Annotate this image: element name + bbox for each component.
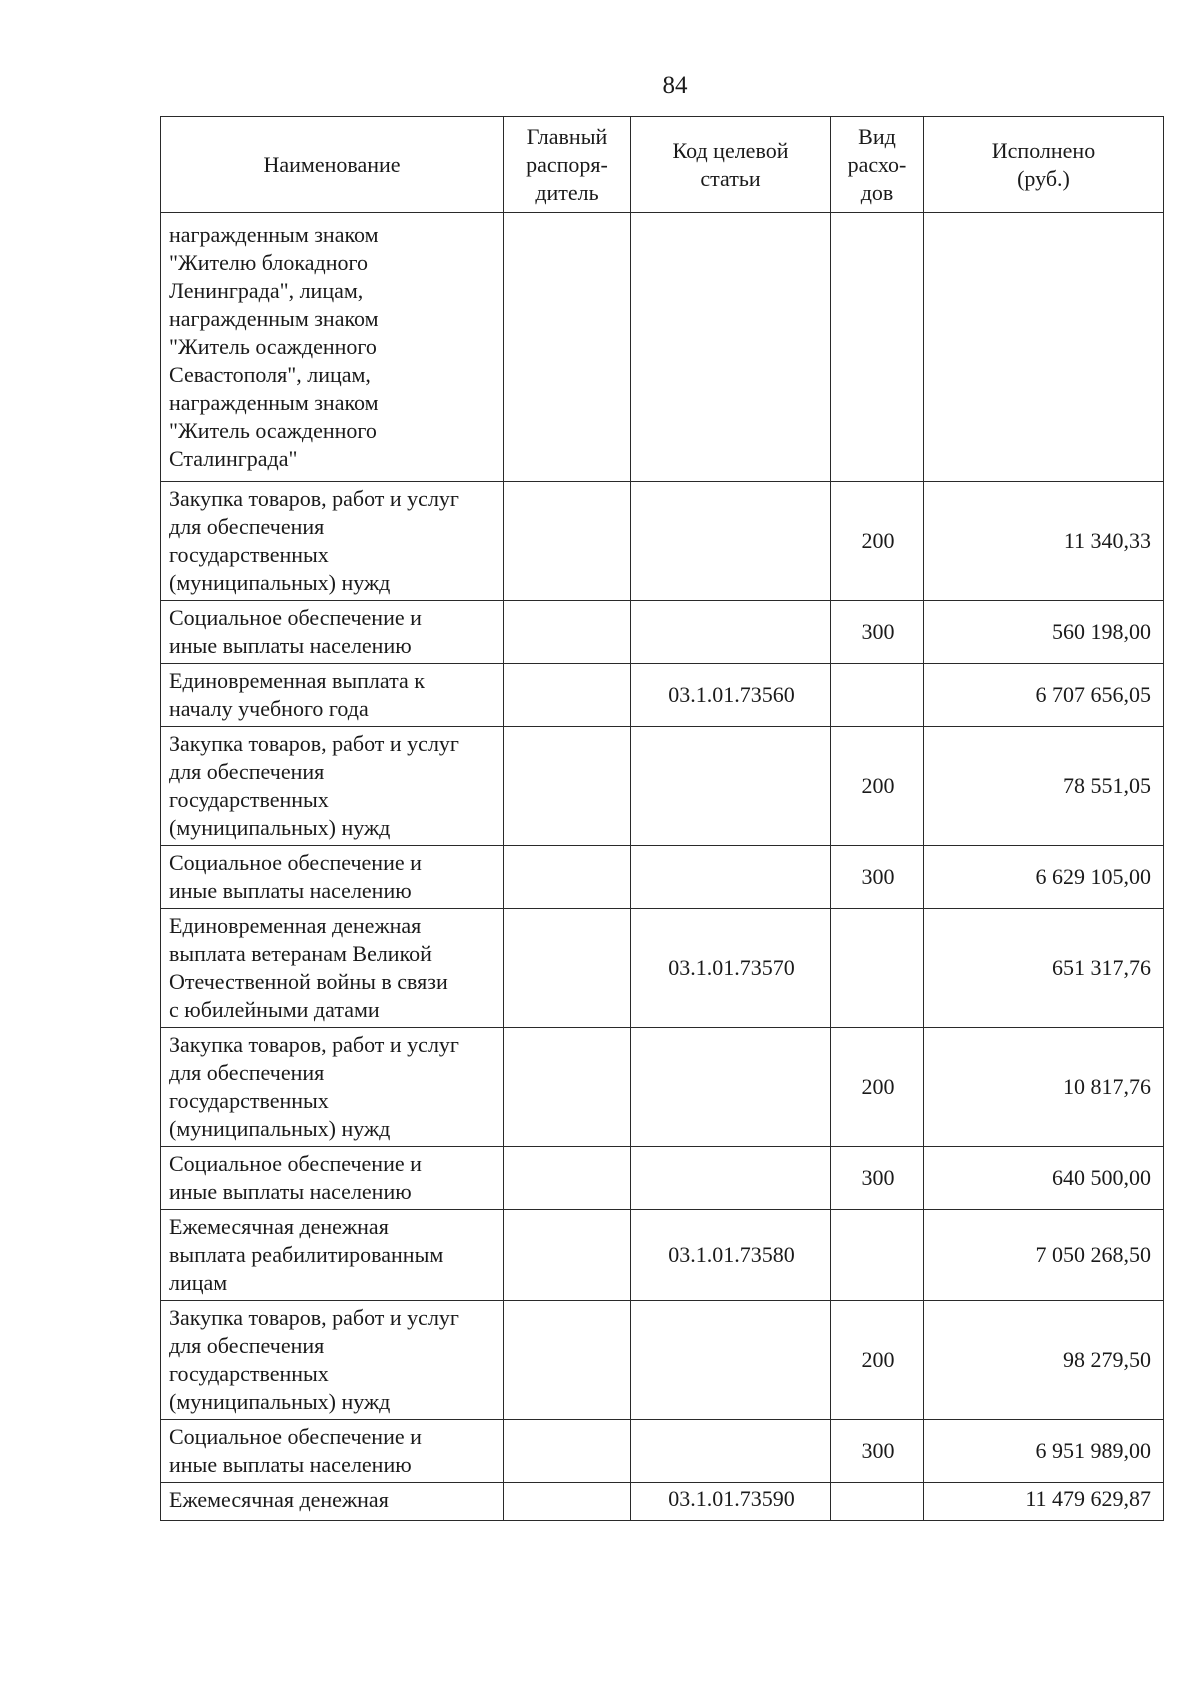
table-row xyxy=(161,213,1164,482)
header-line: Код целевой xyxy=(672,137,789,163)
budget-execution-table xyxy=(160,116,1164,1521)
header-line: дов xyxy=(860,179,894,205)
cell-name-line: награжденным знаком xyxy=(169,306,379,331)
cell-name-line: с юбилейными датами xyxy=(169,997,380,1022)
table-row xyxy=(161,1028,1164,1147)
header-line: дитель xyxy=(535,179,599,205)
cell-main-manager xyxy=(504,1420,631,1483)
cell-name-line: началу учебного года xyxy=(169,696,369,721)
cell-name-line: Ежемесячная денежная xyxy=(169,1214,389,1239)
cell-expense-type xyxy=(831,664,924,727)
cell-name-line: Севастополя", лицам, xyxy=(169,362,371,387)
page-number: 84 xyxy=(662,72,688,99)
table-row xyxy=(161,664,1164,727)
cell-target-code: 03.1.01.73560 xyxy=(631,664,831,727)
header-executed xyxy=(924,117,1164,213)
cell-main-manager xyxy=(504,1028,631,1147)
cell-name-line: (муниципальных) нужд xyxy=(169,815,391,840)
cell-name-line: Ленинграда", лицам, xyxy=(169,278,364,303)
header-line: Исполнено xyxy=(991,137,1096,163)
cell-name xyxy=(161,1028,504,1147)
cell-name-line: выплата реабилитированным xyxy=(169,1242,444,1267)
cell-expense-type: 300 xyxy=(831,1420,924,1483)
cell-executed-amount: 7 050 268,50 xyxy=(924,1210,1164,1301)
cell-executed-amount xyxy=(924,213,1164,482)
cell-name-line: Социальное обеспечение и xyxy=(169,850,422,875)
table-row xyxy=(161,1483,1164,1521)
cell-name-line: иные выплаты населению xyxy=(169,633,412,658)
cell-target-code xyxy=(631,213,831,482)
cell-name xyxy=(161,1483,504,1521)
header-name xyxy=(161,117,504,213)
cell-expense-type: 300 xyxy=(831,601,924,664)
cell-target-code xyxy=(631,1420,831,1483)
header-line: Главный xyxy=(526,123,608,149)
cell-executed-amount: 98 279,50 xyxy=(924,1301,1164,1420)
cell-name-line: "Житель осажденного xyxy=(169,334,377,359)
header-main-manager xyxy=(504,117,631,213)
cell-main-manager xyxy=(504,1301,631,1420)
cell-target-code: 03.1.01.73580 xyxy=(631,1210,831,1301)
header-target-code xyxy=(631,117,831,213)
cell-main-manager xyxy=(504,664,631,727)
cell-name-line: Закупка товаров, работ и услуг xyxy=(169,1305,459,1330)
cell-name xyxy=(161,727,504,846)
cell-name-line: Сталинграда" xyxy=(169,446,298,471)
table-body xyxy=(161,213,1164,1521)
cell-expense-type xyxy=(831,213,924,482)
cell-target-code xyxy=(631,482,831,601)
cell-name-line: государственных xyxy=(169,787,329,812)
cell-executed-amount: 640 500,00 xyxy=(924,1147,1164,1210)
cell-name xyxy=(161,1147,504,1210)
cell-name-line: Социальное обеспечение и xyxy=(169,1424,422,1449)
cell-name-line: для обеспечения xyxy=(169,514,325,539)
cell-name-line: иные выплаты населению xyxy=(169,1452,412,1477)
header-expense-type xyxy=(831,117,924,213)
cell-main-manager xyxy=(504,482,631,601)
cell-expense-type: 200 xyxy=(831,1028,924,1147)
cell-executed-amount: 560 198,00 xyxy=(924,601,1164,664)
cell-expense-type: 300 xyxy=(831,846,924,909)
table-row xyxy=(161,482,1164,601)
cell-target-code xyxy=(631,1301,831,1420)
header-line: Вид xyxy=(858,123,896,149)
cell-name-line: для обеспечения xyxy=(169,1060,325,1085)
cell-name-line: (муниципальных) нужд xyxy=(169,1389,391,1414)
cell-name xyxy=(161,1420,504,1483)
table-row xyxy=(161,1420,1164,1483)
cell-executed-amount: 11 340,33 xyxy=(924,482,1164,601)
cell-name-line: для обеспечения xyxy=(169,1333,325,1358)
table-row xyxy=(161,1301,1164,1420)
cell-main-manager xyxy=(504,1483,631,1521)
cell-name-line: Закупка товаров, работ и услуг xyxy=(169,1032,459,1057)
cell-target-code xyxy=(631,846,831,909)
cell-target-code xyxy=(631,727,831,846)
cell-executed-amount: 6 707 656,05 xyxy=(924,664,1164,727)
cell-name-line: Ежемесячная денежная xyxy=(169,1487,389,1512)
cell-name-line: Единовременная денежная xyxy=(169,913,422,938)
table-row xyxy=(161,846,1164,909)
cell-expense-type xyxy=(831,1483,924,1521)
cell-target-code: 03.1.01.73570 xyxy=(631,909,831,1028)
cell-name-line: "Житель осажденного xyxy=(169,418,377,443)
cell-name-line: выплата ветеранам Великой xyxy=(169,941,432,966)
cell-name-line: награжденным знаком xyxy=(169,222,379,247)
cell-main-manager xyxy=(504,1210,631,1301)
cell-expense-type xyxy=(831,909,924,1028)
cell-name xyxy=(161,1301,504,1420)
table-row xyxy=(161,601,1164,664)
cell-name-line: государственных xyxy=(169,1361,329,1386)
cell-target-code xyxy=(631,1147,831,1210)
cell-main-manager xyxy=(504,601,631,664)
cell-name xyxy=(161,213,504,482)
cell-name xyxy=(161,664,504,727)
cell-name-line: для обеспечения xyxy=(169,759,325,784)
cell-name-line: Закупка товаров, работ и услуг xyxy=(169,486,459,511)
cell-name-line: Социальное обеспечение и xyxy=(169,605,422,630)
cell-target-code xyxy=(631,601,831,664)
cell-executed-amount: 78 551,05 xyxy=(924,727,1164,846)
cell-name-line: иные выплаты населению xyxy=(169,878,412,903)
header-line: статьи xyxy=(700,165,761,191)
cell-target-code: 03.1.01.73590 xyxy=(631,1483,831,1521)
cell-target-code xyxy=(631,1028,831,1147)
cell-name-line: иные выплаты населению xyxy=(169,1179,412,1204)
cell-name-line: награжденным знаком xyxy=(169,390,379,415)
cell-executed-amount: 6 951 989,00 xyxy=(924,1420,1164,1483)
table-row xyxy=(161,727,1164,846)
cell-executed-amount: 651 317,76 xyxy=(924,909,1164,1028)
table-row xyxy=(161,909,1164,1028)
cell-name-line: (муниципальных) нужд xyxy=(169,570,391,595)
cell-expense-type: 300 xyxy=(831,1147,924,1210)
cell-expense-type: 200 xyxy=(831,1301,924,1420)
table-header-row xyxy=(161,117,1164,213)
cell-executed-amount: 6 629 105,00 xyxy=(924,846,1164,909)
cell-name-line: Отечественной войны в связи xyxy=(169,969,448,994)
cell-name-line: государственных xyxy=(169,1088,329,1113)
cell-main-manager xyxy=(504,909,631,1028)
cell-name-line: "Жителю блокадного xyxy=(169,250,368,275)
cell-expense-type xyxy=(831,1210,924,1301)
cell-expense-type: 200 xyxy=(831,727,924,846)
cell-name xyxy=(161,1210,504,1301)
cell-name-line: Социальное обеспечение и xyxy=(169,1151,422,1176)
cell-main-manager xyxy=(504,1147,631,1210)
cell-name-line: Единовременная выплата к xyxy=(169,668,425,693)
cell-name-line: лицам xyxy=(169,1270,228,1295)
cell-main-manager xyxy=(504,727,631,846)
header-line: расхо- xyxy=(847,151,907,177)
header-line: распоря- xyxy=(526,151,608,177)
cell-name-line: (муниципальных) нужд xyxy=(169,1116,391,1141)
cell-name-line: Закупка товаров, работ и услуг xyxy=(169,731,459,756)
header-line: (руб.) xyxy=(1017,165,1070,191)
cell-name-line: государственных xyxy=(169,542,329,567)
cell-name xyxy=(161,482,504,601)
header-line: Наименование xyxy=(263,151,401,177)
cell-executed-amount: 11 479 629,87 xyxy=(924,1483,1164,1521)
table-row xyxy=(161,1210,1164,1301)
cell-main-manager xyxy=(504,846,631,909)
cell-expense-type: 200 xyxy=(831,482,924,601)
cell-name xyxy=(161,846,504,909)
cell-name xyxy=(161,909,504,1028)
cell-executed-amount: 10 817,76 xyxy=(924,1028,1164,1147)
cell-name xyxy=(161,601,504,664)
cell-main-manager xyxy=(504,213,631,482)
table-row xyxy=(161,1147,1164,1210)
